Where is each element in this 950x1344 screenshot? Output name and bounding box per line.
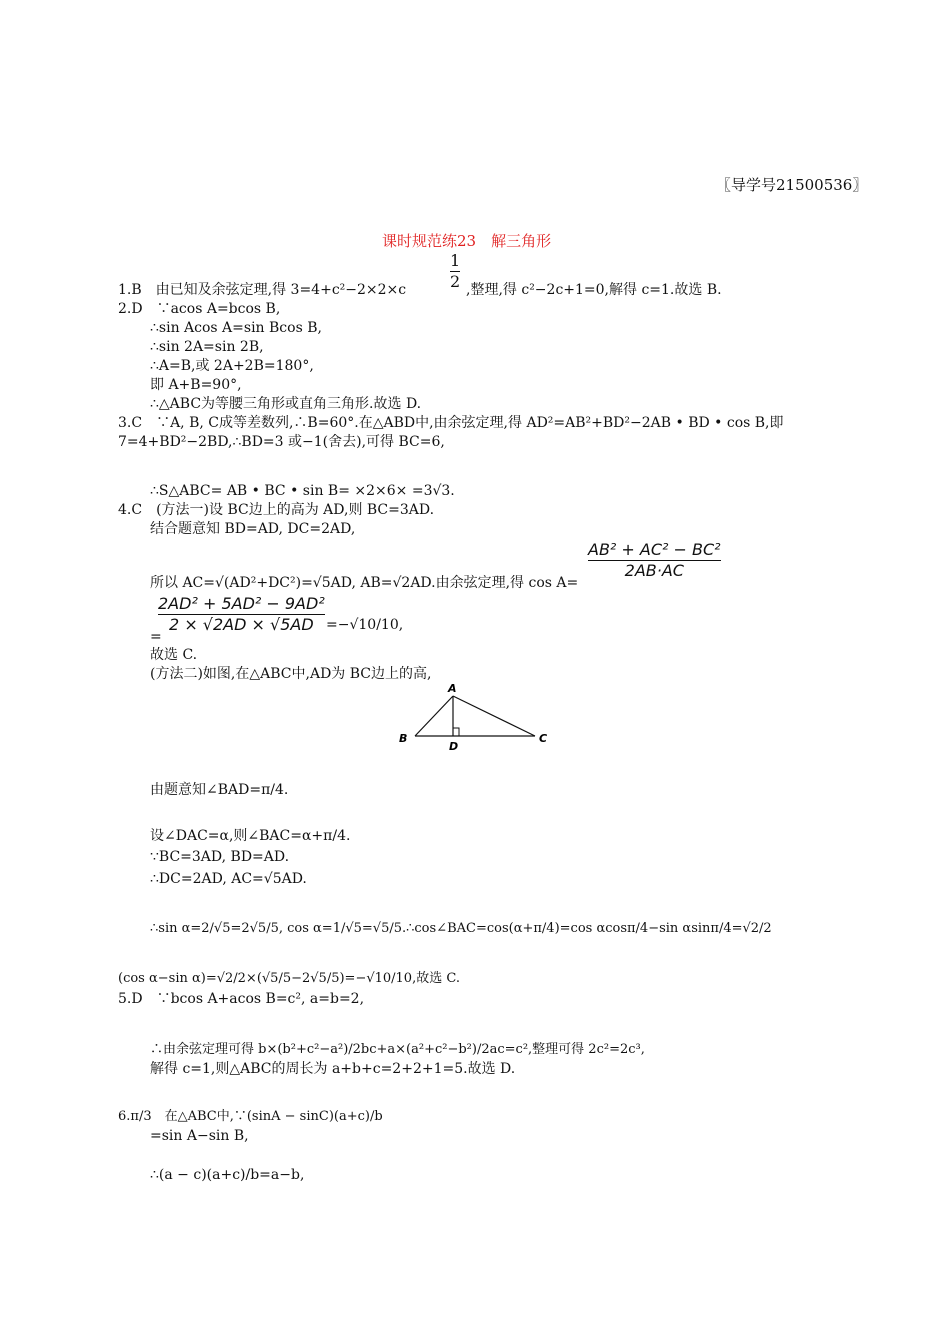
reference-number: 〖导学号21500536〗 xyxy=(716,176,868,194)
problem-4-line-3: 所以 AC=√(AD²+DC²)=√5AD, AB=√2AD.由余弦定理,得 cos A= xyxy=(150,575,579,591)
problem-4-line-1: 4.C (方法一)设 BC边上的高为 AD,则 BC=3AD. xyxy=(118,502,435,518)
fraction-half: 1 2 xyxy=(450,251,461,291)
cosine-law-denominator: 2AB·AC xyxy=(624,561,684,580)
problem-3-line-2: 7=4+BD²−2BD,∴BD=3 或−1(舍去),可得 BC=6, xyxy=(118,434,445,450)
problem-4-line-6: (方法二)如图,在△ABC中,AD为 BC边上的高, xyxy=(150,666,432,682)
problem-2-line-5: 即 A+B=90°, xyxy=(150,377,242,393)
cosine-law-numerator: AB² + AC² − BC² xyxy=(588,540,721,559)
cosine-law-fraction xyxy=(588,540,721,581)
vertex-c-label: C xyxy=(539,732,548,745)
vertex-a-label: A xyxy=(448,682,457,695)
vertex-b-label: B xyxy=(399,732,408,745)
substitution-denominator: 2 × √2AD × √5AD xyxy=(169,615,314,634)
problem-5-line-3: 解得 c=1,则△ABC的周长为 a+b+c=2+2+1=5.故选 D. xyxy=(150,1061,516,1077)
problem-4-line-9: ∵BC=3AD, BD=AD. xyxy=(150,849,290,865)
problem-5-line-2: ∴由余弦定理可得 b×(b²+c²−a²)/2bc+a×(a²+c²−b²)/2ac=c²,整理可得 2c²=2c³, xyxy=(150,1042,645,1057)
problem-2-line-6: ∴△ABC为等腰三角形或直角三角形.故选 D. xyxy=(150,396,422,412)
problem-2-line-4: ∴A=B,或 2A+2B=180°, xyxy=(150,358,314,374)
triangle-figure xyxy=(395,678,555,753)
cos-result: =−√10/10, xyxy=(326,617,404,633)
problem-4-line-7: 由题意知∠BAD=π/4. xyxy=(150,782,289,798)
problem-4-line-11: ∴sin α=2/√5=2√5/5, cos α=1/√5=√5/5.∴cos∠BAC=cos(α+π/4)=cos αcosπ/4−sin αsinπ/4=√2/2 xyxy=(150,921,772,936)
vertex-d-label: D xyxy=(449,740,459,753)
problem-1-tail: ,整理,得 c²−2c+1=0,解得 c=1.故选 B. xyxy=(466,282,722,298)
problem-4-line-12: (cos α−sin α)=√2/2×(√5/5−2√5/5)=−√10/10,故选 C. xyxy=(118,971,460,986)
problem-4-line-5: 故选 C. xyxy=(150,647,198,663)
problem-6-line-3: ∴(a − c)(a+c)/b=a−b, xyxy=(150,1167,305,1183)
problem-2-line-3: ∴sin 2A=sin 2B, xyxy=(150,339,264,355)
problem-6-line-1: 6.π/3 在△ABC中,∵(sinA − sinC)(a+c)/b xyxy=(118,1109,383,1124)
problem-6-line-2: =sin A−sin B, xyxy=(150,1128,249,1144)
problem-2-line-1: 2.D ∵acos A=bcos B, xyxy=(118,301,281,317)
problem-5-line-1: 5.D ∵bcos A+acos B=c², a=b=2, xyxy=(118,991,365,1007)
problem-4-line-10: ∴DC=2AD, AC=√5AD. xyxy=(150,871,307,887)
problem-4-line-8: 设∠DAC=α,则∠BAC=α+π/4. xyxy=(150,828,351,844)
substitution-numerator: 2AD² + 5AD² − 9AD² xyxy=(158,594,325,613)
problem-4-line-2: 结合题意知 BD=AD, DC=2AD, xyxy=(150,521,356,537)
problem-1: 1.B 由已知及余弦定理,得 3=4+c²−2×2×c xyxy=(118,282,407,298)
substitution-fraction xyxy=(158,594,325,635)
page-title: 课时规范练23 解三角形 xyxy=(382,232,552,250)
problem-2-line-2: ∴sin Acos A=sin Bcos B, xyxy=(150,320,322,336)
problem-3-line-1: 3.C ∵A, B, C成等差数列,∴B=60°.在△ABD中,由余弦定理,得 AD²=AB²+BD²−2AB • BD • cos B,即 xyxy=(118,415,784,431)
problem-3-line-3: ∴S△ABC= AB • BC • sin B= ×2×6× =3√3. xyxy=(150,483,455,499)
